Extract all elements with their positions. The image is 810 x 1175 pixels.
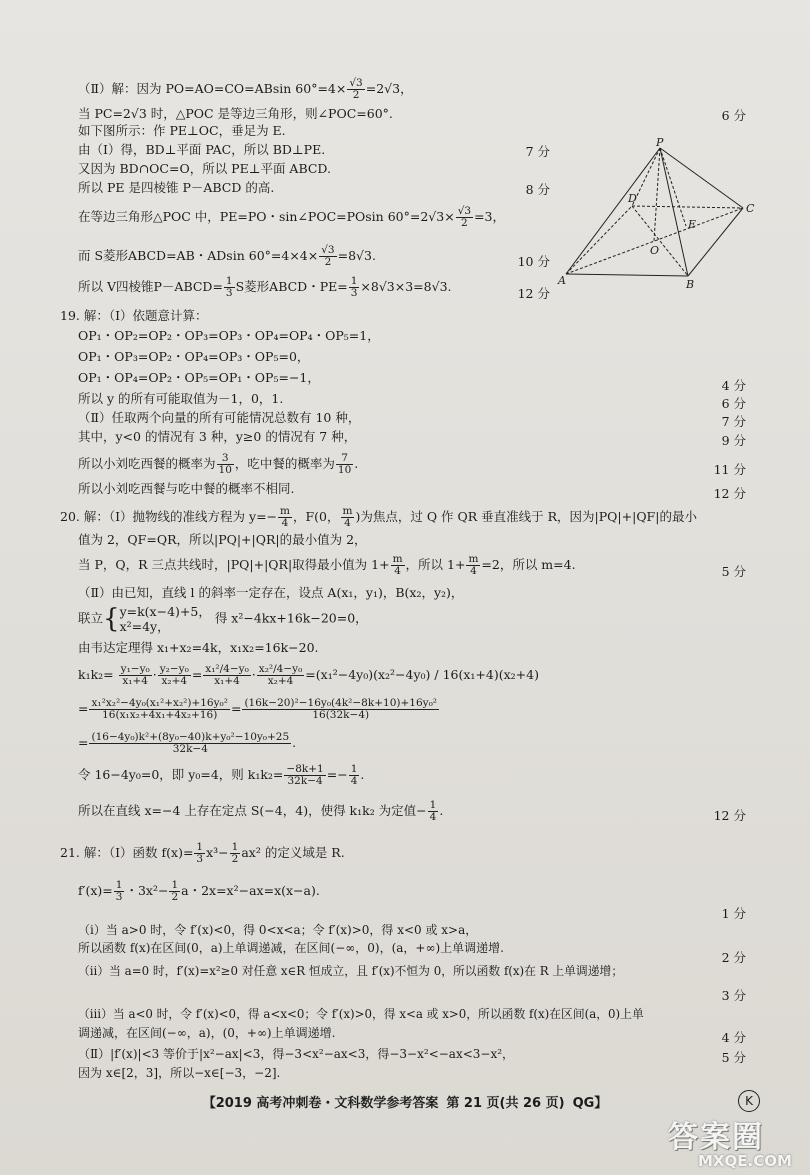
watermark-text: 答案圈 [668, 1120, 764, 1155]
footer-page-number: 第 21 页(共 26 页) [446, 1096, 565, 1111]
score: 4 分 [721, 378, 746, 393]
label-c: C [746, 202, 755, 215]
footer-code: QG】 [572, 1096, 608, 1111]
score: 2 分 [721, 950, 746, 965]
line: = $\frac{\text{x₁²x₂²−4y₀(x₁²+x₂²)+16y₀²}}{\text{16(x₁x₂+4x₁+4x₂+16)}}$ = $\frac{\text{(16k−20)²−16y₀(4k²−8k+10)+16y₀²}}{16(32k-4)}$ [78, 697, 437, 721]
page-footer [0, 1092, 810, 1111]
fraction: $\frac{\text{x₂²/4−y₀}}{\text{x₂+4}}$ [258, 663, 303, 687]
line: 所以小刘吃西餐与吃中餐的概率不相同. [78, 481, 295, 496]
line: （ⅰ）当 a>0 时，令 f′(x)<0，得 0<x<a；令 f′(x)>0，得 x<0 或 x>a， [78, 923, 478, 937]
line: 所以 V四棱锥P－ABCD= $\frac{1}{3}$ S菱形ABCD・PE= $\frac{1}{3}$ ×8√3×3=8√3. [78, 275, 452, 299]
score: 5 分 [721, 564, 746, 579]
line: 调递减，在区间(−∞，a)，(0，+∞)上单调递增. [78, 1026, 336, 1040]
line: 因为 x∈[2，3]，所以−x∈[−3，−2]. [78, 1066, 281, 1080]
edge-ab [566, 274, 688, 276]
score: 8 分 [525, 182, 550, 197]
fraction: $\frac{-8k+1}{32k-4}$ [286, 763, 324, 787]
line: = $\frac{\text{(16−4y₀)k²+(8y₀−40)k+y₀²−10y₀+25}}{32k-4}$ . [78, 731, 297, 755]
watermark-logo [668, 1112, 800, 1170]
line: （ⅲ）当 a<0 时，令 f′(x)<0，得 a<x<0；令 f′(x)>0，得 x<a 或 x>0，所以函数 f(x)在区间(a，0)上单 [78, 1007, 644, 1021]
fraction: $\frac{m}{4}$ [468, 553, 479, 577]
fraction: $\frac{7}{10}$ [337, 452, 352, 476]
fraction: $\frac{1}{3}$ [196, 841, 204, 865]
fraction: $\frac{m}{4}$ [342, 505, 353, 529]
line: （Ⅱ）解：因为 PO=AO=CO=ABsin 60°=4× $\frac{√3}{2}$ =2√3， [78, 77, 413, 101]
line: 所以函数 f(x)在区间(0，a)上单调递减，在区间(−∞，0)，(a，+∞)上单调递增. [78, 941, 504, 955]
edge-pa [566, 148, 660, 274]
label-o: O [650, 244, 660, 257]
edge-pc [660, 148, 743, 208]
line-pe [660, 148, 686, 226]
line: 所以在直线 x=−4 上存在定点 S(−4，4)，使得 k₁k₂ 为定值− $\frac{1}{4}$ . [78, 799, 444, 823]
line: 其中，y<0 的情况有 3 种，y≥0 的情况有 7 种， [78, 429, 357, 444]
fraction: $\frac{\text{x₁²/4−y₀}}{\text{x₁+4}}$ [205, 663, 249, 687]
score: 3 分 [721, 988, 746, 1003]
line: 如下图所示：作 PE⊥OC，垂足为 E. [78, 123, 286, 138]
fraction: $\frac{\text{y₁−y₀}}{\text{x₁+4}}$ [120, 663, 150, 687]
line: 由（Ⅰ）得，BD⊥平面 PAC，所以 BD⊥PE. [78, 142, 326, 157]
line: k₁k₂= $\frac{\text{y₁−y₀}}{\text{x₁+4}}$ · $\frac{\text{y₂−y₀}}{\text{x₂+4}}$ = $\frac{\text{x₁²/4−y₀}}{\text{x₁+4}}$ · $\frac{\text{x₂²/4−y₀}}{\text{x₂+4}}$ =(x₁²−4y₀)(x₂²−4y₀) / 16(x₁+4)(x₂+4) [78, 663, 539, 687]
line: 所以小刘吃西餐的概率为 $\frac{3}{10}$ ，吃中餐的概率为 $\frac{7}{10}$ . [78, 452, 359, 476]
line: 在等边三角形△POC 中，PE=PO・sin∠POC=POsin 60°=2√3× $\frac{√3}{2}$ =3， [78, 205, 505, 229]
score: 12 分 [713, 808, 746, 823]
edge-ad [566, 206, 632, 274]
edge-dc [632, 206, 743, 208]
label-a: A [558, 274, 566, 287]
line: 联立{ y=k(x−4)+5， x²=4y， 得 x²−4kx+16k−20=0， [78, 604, 368, 634]
score: 10 分 [517, 254, 550, 269]
fraction: $\frac{√3}{2}$ [349, 77, 363, 101]
line: 而 S菱形ABCD=AB・ADsin 60°=4×4× $\frac{√3}{2}$ =8√3. [78, 244, 376, 268]
score: 11 分 [713, 462, 746, 477]
question-20-heading: 20. 解：（Ⅰ）抛物线的准线方程为 y=− $\frac{m}{4}$ ，F(0， $\frac{m}{4}$ )为焦点，过 Q 作 QR 垂直准线于 R，因为|PQ|+|QF|的最小 [60, 505, 697, 529]
edge-pb [660, 148, 688, 276]
fraction: $\frac{m}{4}$ [280, 505, 290, 529]
brace: { [103, 604, 120, 634]
score: 12 分 [517, 286, 550, 301]
score: 7 分 [525, 144, 550, 159]
line: 当 PC=2√3 时，△POC 是等边三角形，则∠POC=60°. [78, 106, 393, 121]
line: 所以 PE 是四棱锥 P－ABCD 的高. [78, 180, 275, 195]
fraction: $\frac{1}{4}$ [350, 763, 358, 787]
pyramid-figure [548, 138, 768, 288]
fraction: $\frac{√3}{2}$ [457, 205, 472, 229]
score: 6 分 [721, 108, 746, 123]
fraction: $\frac{1}{2}$ [231, 841, 239, 865]
fraction: $\frac{3}{10}$ [218, 452, 232, 476]
label-b: B [686, 278, 695, 288]
fraction: $\frac{\text{(16−4y₀)k²+(8y₀−40)k+y₀²−10y₀+25}}{32k-4}$ [91, 731, 290, 755]
line: 由韦达定理得 x₁+x₂=4k，x₁x₂=16k−20. [78, 640, 319, 655]
line: （ⅱ）当 a=0 时，f′(x)=x²≥0 对任意 x∈R 恒成立，且 f′(x)不恒为 0，所以函数 f(x)在 R 上单调递增； [78, 964, 624, 978]
score: 1 分 [721, 906, 746, 921]
watermark-url: MXQE.COM [698, 1152, 792, 1170]
score: 12 分 [713, 486, 746, 501]
fraction: $\frac{1}{2}$ [171, 879, 179, 903]
fraction: $\frac{1}{3}$ [225, 275, 233, 299]
line: 所以 y 的所有可能取值为－1，0，1. [78, 391, 284, 406]
line: 又因为 BD∩OC=O，所以 PE⊥平面 ABCD. [78, 161, 331, 176]
line: （Ⅱ）任取两个向量的所有可能情况总数有 10 种， [78, 410, 361, 425]
line: 当 P，Q，R 三点共线时，|PQ|+|QR|取得最小值为 1+ $\frac{m}{4}$ ，所以 1+ $\frac{m}{4}$ =2，所以 m=4. [78, 553, 576, 577]
line: OP₁・OP₃=OP₂・OP₄=OP₃・OP₅=0， [78, 349, 310, 364]
line: OP₁・OP₂=OP₂・OP₃=OP₃・OP₄=OP₄・OP₅=1， [78, 328, 380, 343]
score: 9 分 [721, 433, 746, 448]
line: OP₁・OP₄=OP₂・OP₅=OP₁・OP₅=−1， [78, 370, 320, 385]
score: 4 分 [721, 1030, 746, 1045]
fraction: $\frac{1}{3}$ [115, 879, 123, 903]
fraction: $\frac{1}{3}$ [350, 275, 358, 299]
footer-title: 【2019 高考冲刺卷・文科数学参考答案 [202, 1096, 439, 1111]
score: 7 分 [721, 414, 746, 429]
line: f′(x)= $\frac{1}{3}$ ・3x²− $\frac{1}{2}$ a・2x=x²−ax=x(x−a). [78, 879, 320, 903]
fraction: $\frac{\text{x₁²x₂²−4y₀(x₁²+x₂²)+16y₀²}}{\text{16(x₁x₂+4x₁+4x₂+16)}}$ [91, 697, 228, 721]
k-badge: K [738, 1090, 760, 1112]
diag-bd [632, 206, 688, 276]
line-po [654, 148, 660, 241]
line: 值为 2，QF=QR，所以|PQ|+|QR|的最小值为 2， [78, 532, 367, 547]
line: （Ⅱ）|f′(x)|<3 等价于|x²−ax|<3，得−3<x²−ax<3，得−3−x²<−ax<3−x²， [78, 1047, 515, 1061]
label-e: E [688, 218, 697, 231]
fraction: $\frac{\text{y₂−y₀}}{\text{x₂+4}}$ [159, 663, 189, 687]
line: （Ⅱ）由已知，直线 l 的斜率一定存在，设点 A(x₁，y₁)，B(x₂，y₂)， [78, 585, 464, 600]
fraction: $\frac{m}{4}$ [392, 553, 403, 577]
question-21-heading: 21. 解：（Ⅰ）函数 f(x)= $\frac{1}{3}$ x³− $\frac{1}{2}$ ax² 的定义域是 R. [60, 841, 345, 865]
edge-bc [688, 208, 743, 276]
score: 6 分 [721, 396, 746, 411]
line: 令 16−4y₀=0，即 y₀=4，则 k₁k₂= $\frac{-8k+1}{32k-4}$ =− $\frac{1}{4}$ . [78, 763, 365, 787]
fraction: $\frac{√3}{2}$ [321, 244, 335, 268]
equation-system: y=k(x−4)+5， x²=4y， [119, 604, 211, 634]
fraction: $\frac{\text{(16k−20)²−16y₀(4k²−8k+10)+16y₀²}}{16(32k-4)}$ [244, 697, 437, 721]
fraction: $\frac{1}{4}$ [429, 799, 437, 823]
label-d: D [628, 192, 637, 205]
label-p: P [656, 138, 664, 149]
score: 5 分 [721, 1050, 746, 1065]
question-19-heading: 19. 解：（Ⅰ）依题意计算： [60, 308, 208, 323]
